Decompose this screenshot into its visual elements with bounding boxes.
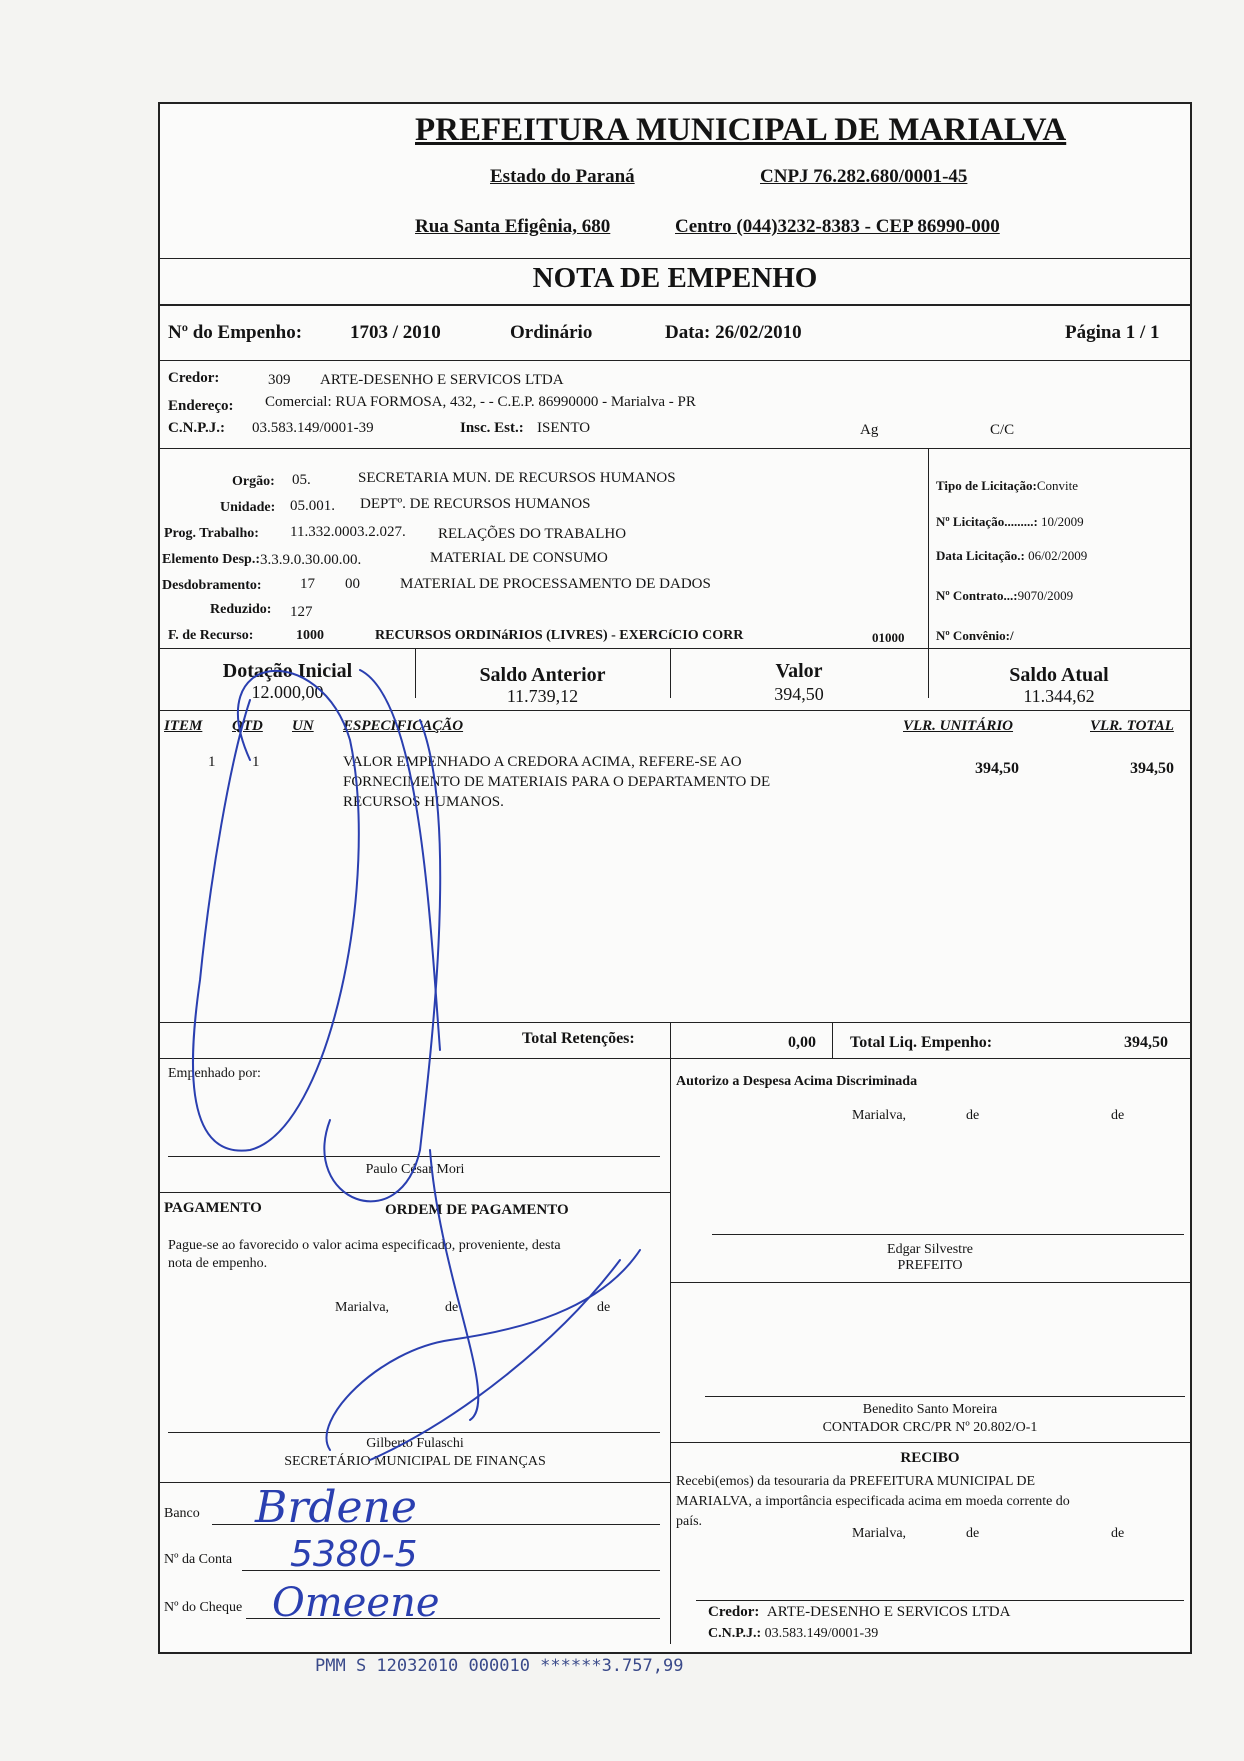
valor: 394,50	[774, 684, 824, 704]
item-qtd: 1	[252, 754, 260, 770]
credor-insc: ISENTO	[537, 420, 591, 436]
orgao: SECRETARIA MUN. DE RECURSOS HUMANOS	[358, 470, 676, 486]
header-estado: Estado do Paraná	[490, 166, 635, 187]
licitacao-contrato: Nº Contrato...:9070/2009	[936, 588, 1074, 603]
saldo-atual: 11.344,62	[1023, 686, 1095, 706]
item-num: 1	[208, 754, 216, 770]
saldo-anterior: 11.739,12	[506, 686, 579, 706]
prefeito-nome: Edgar Silvestre	[887, 1242, 973, 1257]
licitacao-convenio: Nº Convênio:/	[936, 628, 1014, 643]
contador-cargo: CONTADOR CRC/PR Nº 20.802/O-1	[822, 1420, 1038, 1435]
valor-label: Valor	[775, 660, 823, 682]
saldo-anterior-label: Saldo Anterior	[479, 664, 606, 686]
credor-ag: Ag	[860, 422, 879, 438]
item-espec-2: FORNECIMENTO DE MATERIAIS PARA O DEPARTAMENTO DE	[343, 774, 771, 790]
licitacao-data: Data Licitação.: 06/02/2009	[936, 548, 1088, 563]
recibo-de2: de	[1111, 1526, 1125, 1541]
recibo-cnpj: C.N.P.J.: 03.583.149/0001-39	[708, 1626, 879, 1641]
orgao-cod: 05.	[292, 472, 311, 488]
empenho-label: Nº do Empenho:	[168, 322, 303, 343]
pagamento-de2: de	[597, 1300, 611, 1315]
item-total: 394,50	[1130, 760, 1174, 777]
item-espec-1: VALOR EMPENHADO A CREDORA ACIMA, REFERE-SE AO	[343, 754, 742, 770]
prog: RELAÇÕES DO TRABALHO	[438, 526, 627, 542]
pagamento-label: PAGAMENTO	[164, 1200, 262, 1216]
pagamento-texto-1: Pague-se ao favorecido o valor acima especificado, proveniente, desta	[168, 1238, 561, 1253]
pagina: Página 1 / 1	[1065, 322, 1160, 343]
recibo-credor: Credor: ARTE-DESENHO E SERVICOS LTDA	[708, 1604, 1011, 1620]
credor-cc: C/C	[990, 422, 1015, 438]
prog-cod: 11.332.0003.2.027.	[290, 524, 406, 540]
header-title: PREFEITURA MUNICIPAL DE MARIALVA	[415, 112, 1067, 148]
licitacao-tipo-label: Tipo de Licitação:Convite	[936, 478, 1079, 493]
fonte-cod: 1000	[296, 628, 324, 643]
licitacao-num: Nº Licitação.........: 10/2009	[936, 514, 1084, 529]
fonte-num: 01000	[872, 630, 905, 645]
dotacao-inicial: 12.000,00	[251, 682, 324, 702]
secretario-cargo: SECRETÁRIO MUNICIPAL DE FINANÇAS	[284, 1454, 546, 1469]
col-un: UN	[292, 718, 314, 734]
unidade-cod: 05.001.	[290, 498, 335, 514]
prog-label: Prog. Trabalho:	[164, 526, 259, 541]
recibo-local: Marialva,	[852, 1526, 907, 1541]
unidade-label: Unidade:	[220, 500, 276, 515]
col-qtd: QTD	[232, 718, 263, 734]
col-total: VLR. TOTAL	[1090, 718, 1174, 734]
col-item: ITEM	[164, 718, 203, 734]
pagamento-de1: de	[445, 1300, 459, 1315]
header-cnpj: CNPJ 76.282.680/0001-45	[760, 166, 968, 187]
item-unit: 394,50	[975, 760, 1019, 777]
recibo-title: RECIBO	[900, 1450, 960, 1466]
desdob-b: 00	[345, 576, 360, 592]
header-endereco: Rua Santa Efigênia, 680	[415, 216, 611, 237]
recibo-l3: país.	[676, 1514, 703, 1529]
insc-label: Insc. Est.:	[460, 420, 524, 436]
empenhado-label: Empenhado por:	[168, 1066, 261, 1081]
autorizo-de1: de	[966, 1108, 980, 1123]
credor-endereco: Comercial: RUA FORMOSA, 432, - - C.E.P. 86990000 - Marialva - PR	[265, 394, 696, 410]
banco-label: Banco	[164, 1506, 200, 1521]
retencoes-label: Total Retenções:	[522, 1030, 635, 1047]
credor-label: Credor:	[168, 370, 220, 386]
recibo-l2: MARIALVA, a importância especificada acima em moeda corrente do	[676, 1494, 1070, 1509]
banco-handwritten: Brdene	[255, 1482, 417, 1533]
reduzido-label: Reduzido:	[210, 602, 272, 617]
desdob-label: Desdobramento:	[162, 578, 262, 593]
cnpj-label: C.N.P.J.:	[168, 420, 225, 436]
liq: 394,50	[1124, 1034, 1168, 1051]
col-espec: ESPECIFICAÇÃO	[343, 718, 464, 734]
elemento-cod: 3.3.9.0.30.00.00.	[260, 552, 362, 568]
unidade: DEPTº. DE RECURSOS HUMANOS	[360, 496, 591, 512]
pagamento-texto-2: nota de empenho.	[168, 1256, 268, 1271]
secretario-nome: Gilberto Fulaschi	[366, 1436, 464, 1451]
retencoes: 0,00	[788, 1034, 816, 1051]
autorizo-de2: de	[1111, 1108, 1125, 1123]
recibo-de1: de	[966, 1526, 980, 1541]
contador-nome: Benedito Santo Moreira	[862, 1402, 998, 1417]
desdob: MATERIAL DE PROCESSAMENTO DE DADOS	[400, 576, 711, 592]
recibo-l1: Recebi(emos) da tesouraria da PREFEITURA MUNICIPAL DE	[676, 1474, 1036, 1489]
orgao-label: Orgão:	[232, 474, 275, 489]
ordem-label: ORDEM DE PAGAMENTO	[385, 1202, 569, 1218]
pagamento-local: Marialva,	[335, 1300, 390, 1315]
elemento-label: Elemento Desp.:	[162, 552, 260, 567]
conta-handwritten: 5380-5	[290, 1534, 418, 1575]
autorizo-local: Marialva,	[852, 1108, 907, 1123]
empenho-tipo: Ordinário	[510, 322, 593, 343]
fonte: RECURSOS ORDINáRIOS (LIVRES) - EXERCíCIO CORR	[375, 628, 744, 643]
elemento: MATERIAL DE CONSUMO	[430, 550, 608, 566]
fonte-label: F. de Recurso:	[168, 628, 254, 643]
saldo-atual-label: Saldo Atual	[1009, 664, 1109, 686]
col-unit: VLR. UNITÁRIO	[903, 718, 1014, 734]
empenhado-nome: Paulo César Mori	[365, 1162, 465, 1177]
prefeito-cargo: PREFEITO	[897, 1258, 963, 1273]
empenho-numero: 1703 / 2010	[350, 322, 441, 343]
liq-label: Total Liq. Empenho:	[850, 1034, 993, 1051]
item-espec-3: RECURSOS HUMANOS.	[343, 794, 504, 810]
header-contato: Centro (044)3232-8383 - CEP 86990-000	[675, 216, 1000, 237]
empenho-data: Data: 26/02/2010	[665, 322, 802, 343]
autorizo-label: Autorizo a Despesa Acima Discriminada	[676, 1074, 918, 1089]
reduzido: 127	[290, 604, 313, 620]
desdob-a: 17	[300, 576, 315, 592]
doc-title: NOTA DE EMPENHO	[532, 262, 818, 294]
dotacao-inicial-label: Dotação Inicial	[222, 660, 353, 682]
cheque-handwritten: Omeene	[272, 1580, 440, 1626]
credor-cnpj: 03.583.149/0001-39	[252, 420, 374, 436]
credor-codigo: 309	[268, 372, 291, 388]
conta-label: Nº da Conta	[164, 1552, 233, 1567]
cheque-label: Nº do Cheque	[164, 1600, 243, 1615]
validation-stamp: PMM S 12032010 000010 ******3.757,99	[315, 1656, 684, 1676]
credor-nome: ARTE-DESENHO E SERVICOS LTDA	[320, 372, 564, 388]
endereco-label: Endereço:	[168, 398, 234, 414]
